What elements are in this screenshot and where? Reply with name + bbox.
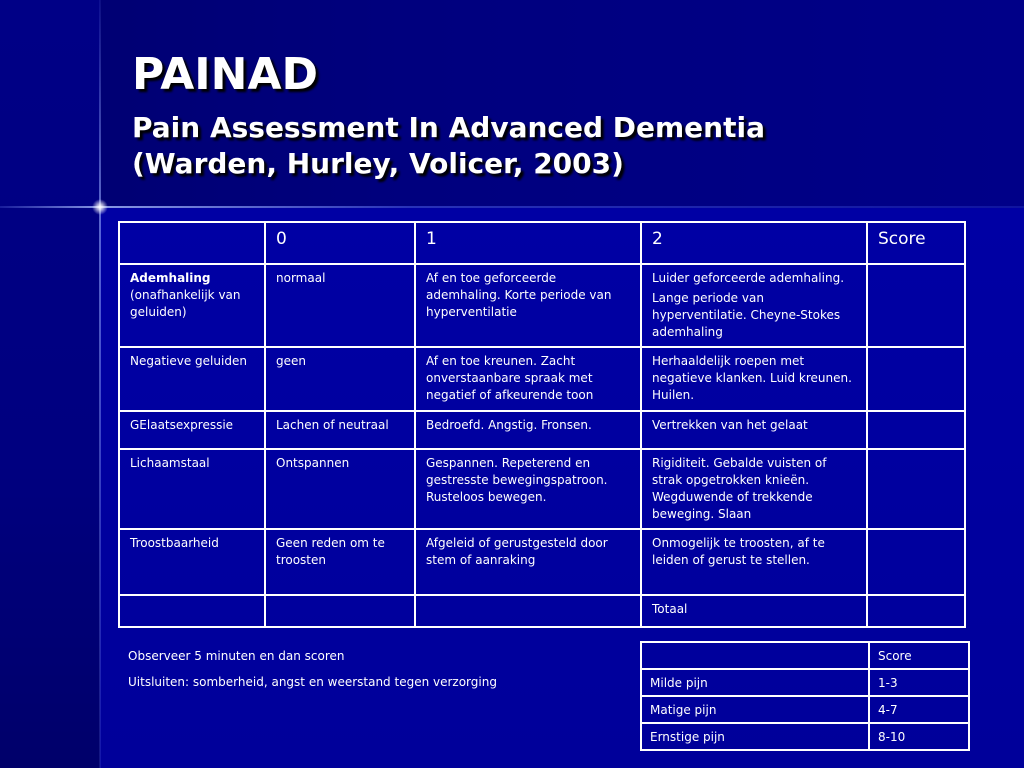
total-empty-cell: [119, 595, 265, 627]
cell-score-input: [867, 347, 965, 411]
left-band: [0, 0, 100, 768]
pain-level-range: 4-7: [869, 696, 969, 723]
row-label: Lichaamstaal: [119, 449, 265, 529]
cell-score-2: Vertrekken van het gelaat: [641, 411, 867, 449]
table-row: [641, 696, 969, 723]
table-row: [119, 529, 965, 595]
slide-subtitle: [132, 110, 992, 182]
score-interpretation-table: [640, 641, 970, 751]
cell-score-2-line-2: Lange periode van hyperventilatie. Cheyne-Stokes ademhaling: [652, 291, 841, 339]
cell-score-2: Herhaaldelijk roepen met negatieve klanken. Luid kreunen. Huilen.: [641, 347, 867, 411]
table-row: [119, 449, 965, 529]
slide-title: PAINAD: [132, 49, 319, 100]
total-empty-cell: [265, 595, 415, 627]
score-header-empty: [641, 642, 869, 669]
table-header-row: [119, 222, 965, 264]
row-label: GElaatsexpressie: [119, 411, 265, 449]
cell-score-2-line-1: Luider geforceerde ademhaling.: [652, 271, 845, 285]
cell-score-0: Geen reden om te troosten: [265, 529, 415, 595]
sparkle-icon: [92, 199, 108, 215]
cell-score-1: Af en toe kreunen. Zacht onverstaanbare spraak met negatief of afkeurende toon: [415, 347, 641, 411]
header-cell-0: 0: [265, 222, 415, 264]
subtitle-line-1: Pain Assessment In Advanced Dementia: [132, 111, 765, 144]
table-row: [119, 411, 965, 449]
cell-score-2: [641, 264, 867, 347]
instructions: [128, 648, 628, 700]
pain-level-label: Matige pijn: [641, 696, 869, 723]
pain-level-label: Ernstige pijn: [641, 723, 869, 750]
total-label: Totaal: [641, 595, 867, 627]
table-row: [119, 347, 965, 411]
row-label: Troostbaarheid: [119, 529, 265, 595]
header-cell-1: 1: [415, 222, 641, 264]
cell-score-0: Lachen of neutraal: [265, 411, 415, 449]
pain-level-label: Milde pijn: [641, 669, 869, 696]
table-row: [641, 669, 969, 696]
cell-score-2: Onmogelijk te troosten, af te leiden of gerust te stellen.: [641, 529, 867, 595]
painad-table: [118, 221, 966, 628]
table-total-row: [119, 595, 965, 627]
cell-score-input: [867, 449, 965, 529]
table-row: [119, 264, 965, 347]
row-label-extra: (onafhankelijk van geluiden): [130, 288, 241, 319]
cell-score-2: Rigiditeit. Gebalde vuisten of strak opgetrokken knieën. Wegduwende of trekkende beweging. Slaan: [641, 449, 867, 529]
cell-score-1: Afgeleid of gerustgesteld door stem of aanraking: [415, 529, 641, 595]
score-header-label: Score: [869, 642, 969, 669]
cell-score-input: [867, 411, 965, 449]
row-label-bold: Ademhaling: [130, 271, 211, 285]
pain-level-range: 1-3: [869, 669, 969, 696]
cell-score-0: Ontspannen: [265, 449, 415, 529]
row-label: Negatieve geluiden: [119, 347, 265, 411]
instruction-observe: Observeer 5 minuten en dan scoren: [128, 649, 345, 663]
subtitle-line-2: (Warden, Hurley, Volicer, 2003): [132, 147, 624, 180]
cell-score-input: [867, 264, 965, 347]
row-label: [119, 264, 265, 347]
cell-score-0: geen: [265, 347, 415, 411]
header-cell-2: 2: [641, 222, 867, 264]
cell-score-input: [867, 529, 965, 595]
vertical-accent-line: [99, 0, 101, 768]
table-row: [641, 723, 969, 750]
cell-score-1: Gespannen. Repeterend en gestresste bewegingspatroon. Rusteloos bewegen.: [415, 449, 641, 529]
pain-level-range: 8-10: [869, 723, 969, 750]
header-cell-score: Score: [867, 222, 965, 264]
total-empty-cell: [415, 595, 641, 627]
cell-score-0: normaal: [265, 264, 415, 347]
cell-score-1: Af en toe geforceerde ademhaling. Korte periode van hyperventilatie: [415, 264, 641, 347]
cell-score-1: Bedroefd. Angstig. Fronsen.: [415, 411, 641, 449]
header-cell-empty: [119, 222, 265, 264]
score-table-header: [641, 642, 969, 669]
total-score-cell: [867, 595, 965, 627]
instruction-exclude: Uitsluiten: somberheid, angst en weerstand tegen verzorging: [128, 675, 497, 689]
horizontal-accent-line: [0, 206, 1024, 208]
